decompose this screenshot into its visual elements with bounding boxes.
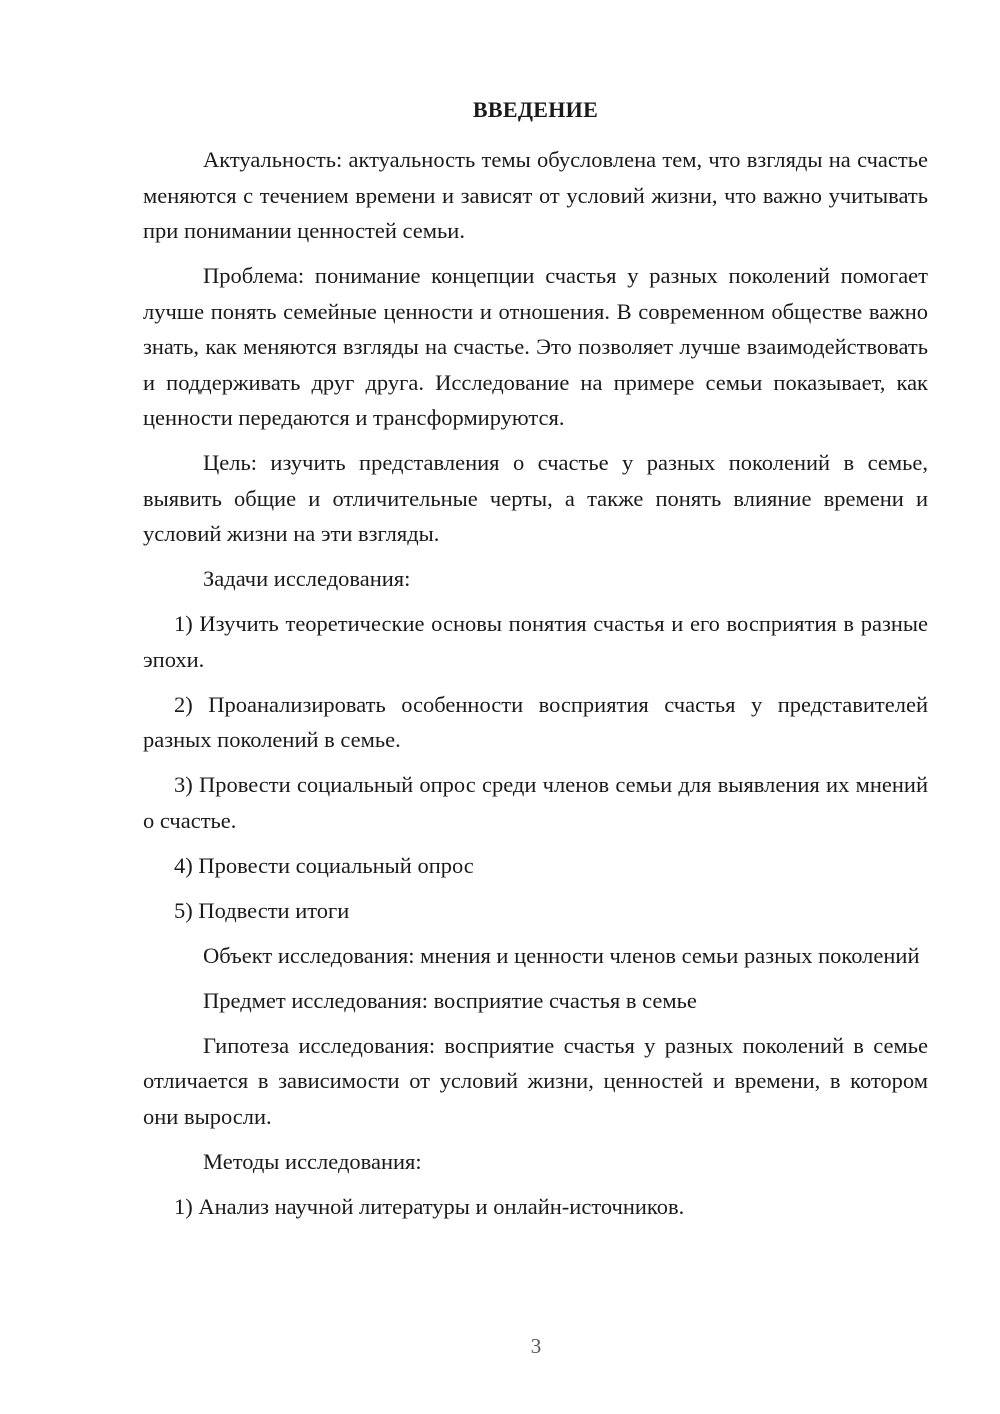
methods-title: Методы исследования:: [203, 1148, 422, 1174]
page-number: 3: [530, 1334, 542, 1358]
section-heading: ВВЕДЕНИЕ: [472, 97, 599, 122]
tasks-title: Задачи исследования:: [203, 566, 411, 591]
document-body: [143, 96, 928, 1234]
paragraph-hypothesis: Гипотеза исследования: восприятие счастья у разных поколений в семье отличается в зависимости от условий жизни, ценностей и времени, в котором они выросли.: [143, 1032, 928, 1129]
task-item-4: 4) Провести социальный опрос: [174, 852, 474, 878]
paragraph-subject: Предмет исследования: восприятие счастья в семье: [203, 987, 697, 1013]
paragraph-object: Объект исследования: мнения и ценности членов семьи разных поколений: [203, 942, 920, 968]
task-item-2: 2) Проанализировать особенности восприятия счастья у представителей разных поколений в семье.: [143, 691, 928, 752]
paragraph-problem: Проблема: понимание концепции счастья у разных поколений помогает лучше понять семейные ценности и отношения. В современном обществе важно знать, как меняются взгляды на счастье. Это позволяет лучше взаимодействовать и поддерживать друг друга. Исследование на примере семьи показывает, как ценности передаются и трансформируются.: [143, 263, 928, 430]
task-item-1: 1) Изучить теоретические основы понятия счастья и его восприятия в разные эпохи.: [143, 611, 928, 672]
task-item-3: 3) Провести социальный опрос среди членов семьи для выявления их мнений о счастье.: [143, 772, 928, 833]
paragraph-goal: Цель: изучить представления о счастье у разных поколений в семье, выявить общие и отличительные черты, а также понять влияние времени и условий жизни на эти взгляды.: [143, 450, 928, 546]
paragraph-relevance: Актуальность: актуальность темы обусловлена тем, что взгляды на счастье меняются с течением времени и зависят от условий жизни, что важно учитывать при понимании ценностей семьи.: [143, 147, 928, 243]
task-item-5: 5) Подвести итоги: [174, 897, 350, 923]
method-item-1: 1) Анализ научной литературы и онлайн-источников.: [174, 1193, 685, 1219]
